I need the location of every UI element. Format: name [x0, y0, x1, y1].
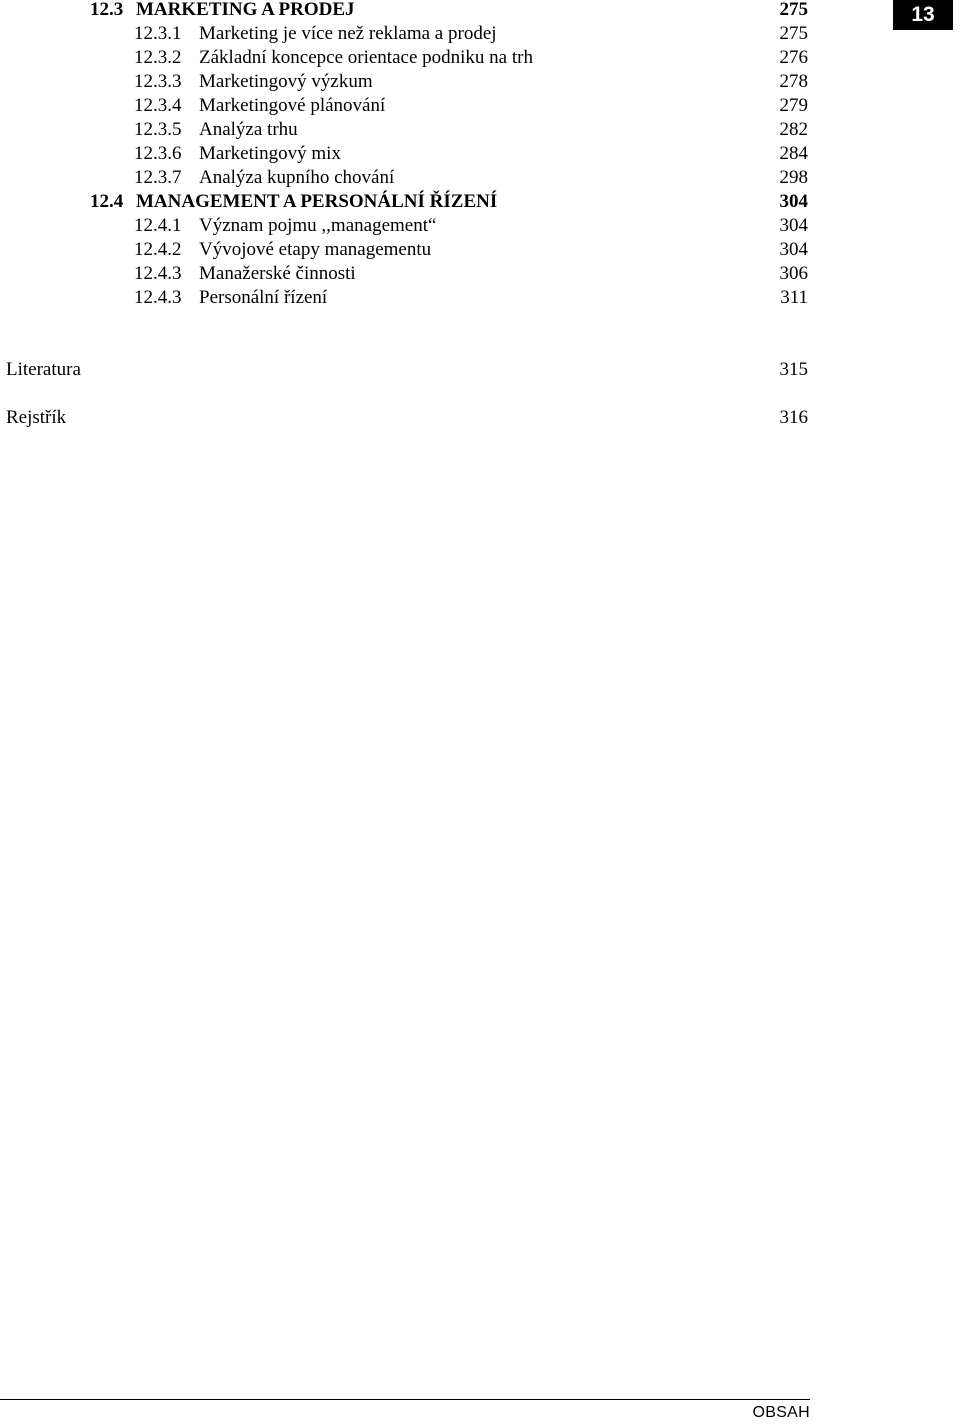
toc-entry-title: Vývojové etapy managementu [199, 239, 432, 260]
toc-entry-number: 12.3.6 [134, 143, 182, 164]
toc-entry-12-3-4[interactable] [134, 94, 808, 118]
toc-entry-number: 12.3.4 [134, 95, 182, 116]
toc-entry-page: 278 [779, 71, 808, 92]
toc-entry-number: 12.3.1 [134, 23, 182, 44]
toc-entry-title: Personální řízení [199, 287, 328, 308]
toc-entry-12-4-2[interactable] [134, 238, 808, 262]
toc-entry-page: 316 [779, 407, 808, 428]
toc-entry-12-3-6[interactable] [134, 142, 808, 166]
toc-entry-12-3-5[interactable] [134, 118, 808, 142]
toc-entry-title: Analýza kupního chování [199, 167, 395, 188]
toc-entry-12-4-3-personal[interactable] [134, 286, 808, 310]
toc-entry-12-3-1[interactable] [134, 22, 808, 46]
toc-entry-page: 311 [780, 287, 808, 308]
toc-entry-page: 304 [779, 191, 808, 212]
toc-entry-title: MARKETING A PRODEJ [136, 0, 355, 20]
toc-entry-page: 282 [779, 119, 808, 140]
toc-entry-12-3-2[interactable] [134, 46, 808, 70]
toc-entry-title: Základní koncepce orientace podniku na trh [199, 47, 533, 68]
toc-entry-12-3-3[interactable] [134, 70, 808, 94]
toc-entry-number: 12.3.7 [134, 167, 182, 188]
toc-entry-title: Význam pojmu ,,management“ [199, 215, 437, 236]
toc-entry-number: 12.4.3 [134, 263, 182, 284]
toc-entry-page: 306 [779, 263, 808, 284]
toc-entry-title: Marketingové plánování [199, 95, 386, 116]
toc-entry-title: Marketingový mix [199, 143, 341, 164]
toc-entry-12-3[interactable] [90, 0, 808, 22]
toc-entry-page: 275 [779, 0, 808, 20]
toc-entry-title: Analýza trhu [199, 119, 298, 140]
toc-entry-number: 12.3.3 [134, 71, 182, 92]
toc-entry-number: 12.3 [90, 0, 124, 20]
toc-entry-page: 304 [779, 215, 808, 236]
toc-entry-12-4-1[interactable] [134, 214, 808, 238]
toc-entry-rejstrik[interactable] [6, 406, 808, 430]
footer-divider [0, 1399, 810, 1400]
toc-entry-title: Rejstřík [6, 407, 67, 428]
footer-section-label: OBSAH [752, 1404, 810, 1421]
toc-entry-title: MANAGEMENT A PERSONÁLNÍ ŘÍZENÍ [136, 191, 498, 212]
toc-entry-number: 12.4 [90, 191, 124, 212]
toc-entry-number: 12.4.2 [134, 239, 182, 260]
toc-entry-title: Marketingový výzkum [199, 71, 373, 92]
chapter-number-badge: 13 [893, 0, 953, 30]
toc-entry-page: 276 [779, 47, 808, 68]
toc-entry-number: 12.4.1 [134, 215, 182, 236]
toc-entry-title: Manažerské činnosti [199, 263, 356, 284]
toc-entry-number: 12.4.3 [134, 287, 182, 308]
toc-entry-page: 315 [779, 359, 808, 380]
toc-entry-page: 275 [779, 23, 808, 44]
toc-entry-12-4[interactable] [90, 190, 808, 214]
toc-entry-title: Marketing je více než reklama a prodej [199, 23, 497, 44]
toc-entry-number: 12.3.2 [134, 47, 182, 68]
toc-entry-page: 304 [779, 239, 808, 260]
toc-entry-12-4-3[interactable] [134, 262, 808, 286]
toc-entry-literatura[interactable] [6, 358, 808, 382]
toc-entry-title: Literatura [6, 359, 81, 380]
toc-entry-number: 12.3.5 [134, 119, 182, 140]
toc-entry-page: 284 [779, 143, 808, 164]
toc-entry-12-3-7[interactable] [134, 166, 808, 190]
toc-entry-page: 279 [779, 95, 808, 116]
toc-entry-page: 298 [779, 167, 808, 188]
